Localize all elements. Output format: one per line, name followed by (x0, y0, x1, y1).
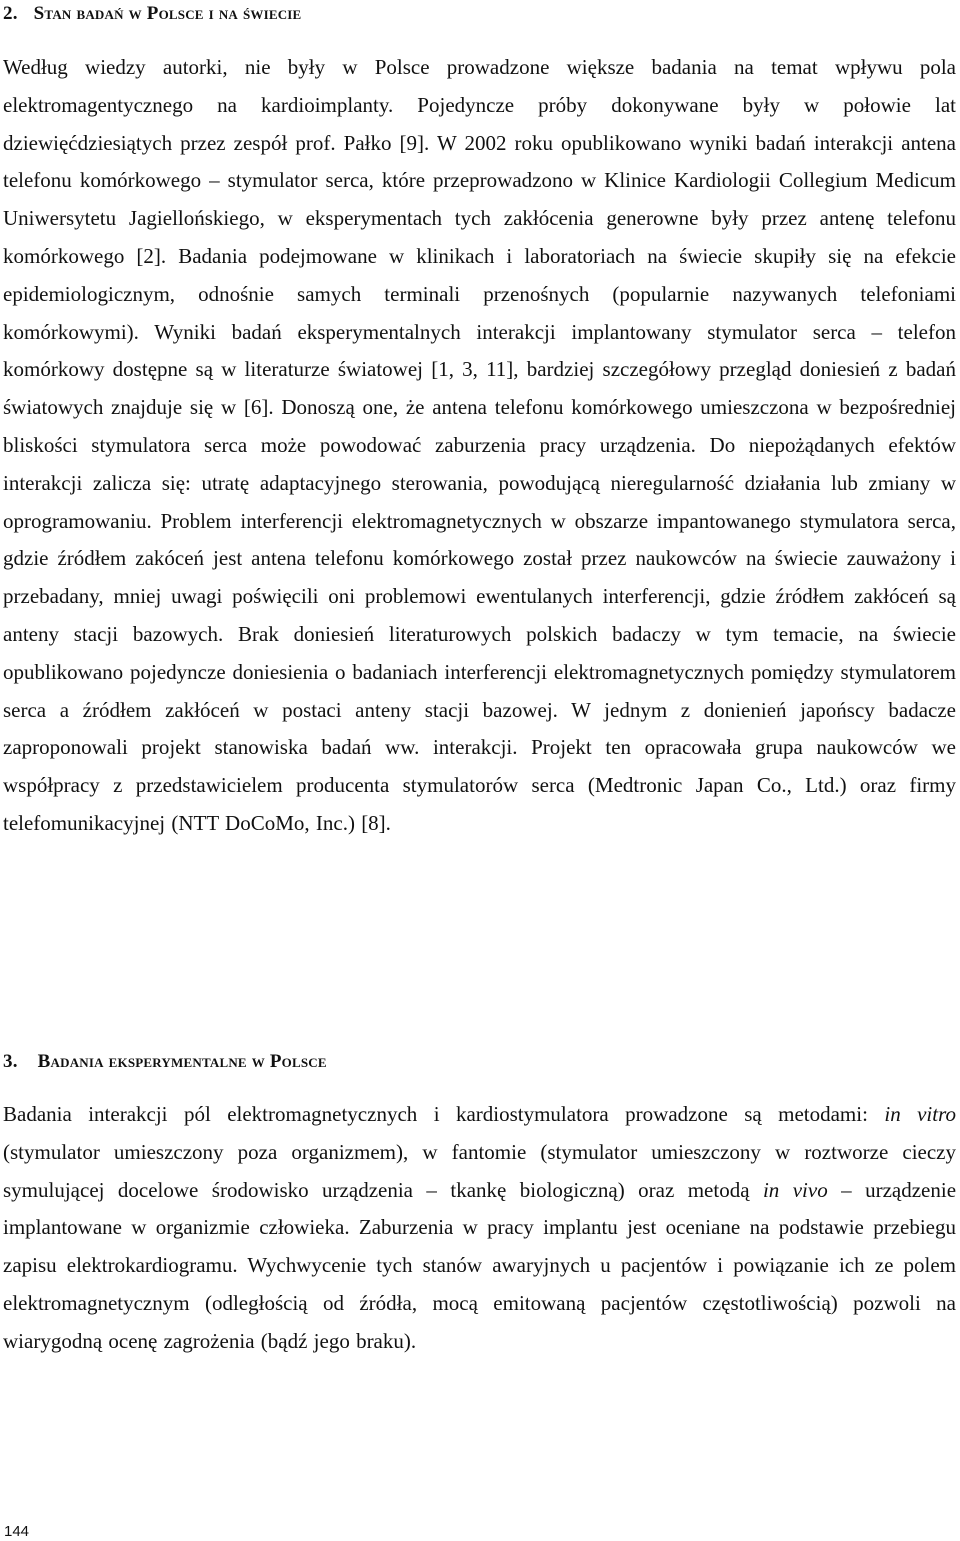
section-3-title: Badania eksperymentalne w Polsce (37, 1051, 327, 1072)
page-number: 144 (4, 1523, 30, 1540)
in-vivo-term: in vivo (762, 1177, 828, 1202)
section-2-heading (3, 4, 301, 23)
section-2-number: 2. (3, 3, 18, 24)
section-3-number: 3. (3, 1051, 18, 1072)
in-vitro-term: in vitro (884, 1102, 956, 1126)
section-3-mid-text: (stymulator umieszczony poza organizmem), w fantomie (stymulator umieszczony w roztworze cieczy symulującej docelowe środowisko urządzenia – tkankę biologiczną) oraz metodą (3, 1139, 956, 1202)
section-3-end-text: – urządzenie implantowane w organizmie człowieka. Zaburzenia w pracy implantu jest oceniane na podstawie przebiegu zapisu elektrokardiogramu. Wychwycenie tych stanów awaryjnych u pacjentów i powiązanie ich ze polem elektromagnetycznym (odległością od źródła, mocą emitowaną pacjentów częstotliwością) pozwoli na wiarygodną ocenę zagrożenia (bądź jego braku). (3, 1177, 957, 1353)
section-2-title: Stan badań w Polsce i na świecie (33, 3, 302, 24)
section-3-paragraph (3, 1096, 956, 1361)
section-2-paragraph: Według wiedzy autorki, nie były w Polsce prowadzone większe badania na temat wpływu pola elektromagentycznego na kardioimplanty. Pojedyncze próby dokonywane były w połowie lat dziewięćdziesiątych przez zespół prof. Pałko [9]. W 2002 roku opublikowano wyniki badań interakcji antena telefonu komórkowego – stymulator serca, które przeprowadzono w Klinice Kardiologii Collegium Medicum Uniwersytetu Jagiellońskiego, w eksperymentach tych zakłócenia generowne były przez antenę telefonu komórkowego [2]. Badania podejmowane w klinikach i laboratoriach na świecie skupiły się na efekcie epidemiologicznym, odnośnie samych terminali przenośnych (popularnie nazywanych telefoniami komórkowymi). Wyniki badań eksperymentalnych interakcji implantowany stymulator serca – telefon komórkowy dostępne są w literaturze światowej [1, 3, 11], bardziej szczegółowy przegląd doniesień z badań światowych znajduje się w [6]. Donoszą one, że antena telefonu komórkowego umieszczona w bezpośredniej bliskości stymulatora serca może powodować zaburzenia pracy urządzenia. Do niepożądanych efektów interakcji zalicza się: utratę adaptacyjnego sterowania, powodującą nieregularność działania lub zmiany w oprogramowaniu. Problem interferencji elektromagnetycznych w obszarze impantowanego stymulatora serca, gdzie źródłem zakóceń jest antena telefonu komórkowego został przez naukowców na świecie zauważony i przebadany, mniej uwagi poświęcili oni problemowi ewentulanych interferencji, gdzie źródłem zakłóceń są anteny stacji bazowych. Brak doniesień literaturowych polskich badaczy w tym temacie, na świecie opublikowano pojedyncze doniesienia o badaniach interferencji elektromagnetycznych pomiędzy stymulatorem serca a źródłem zakłóceń w postaci anteny stacji bazowej. W jednym z donienień japońscy badacze zaproponowali projekt stanowiska badań ww. interakcji. Projekt ten opracowała grupa naukowców we współpracy z przedstawicielem producenta stymulatorów serca (Medtronic Japan Co., Ltd.) oraz firmy telefomunikacyjnej (NTT DoCoMo, Inc.) [8]. (3, 55, 956, 835)
section-3-heading (3, 1052, 327, 1071)
section-3-intro-text: Badania interakcji pól elektromagnetycznych i kardiostymulatora prowadzone są metodami: (3, 1102, 868, 1126)
